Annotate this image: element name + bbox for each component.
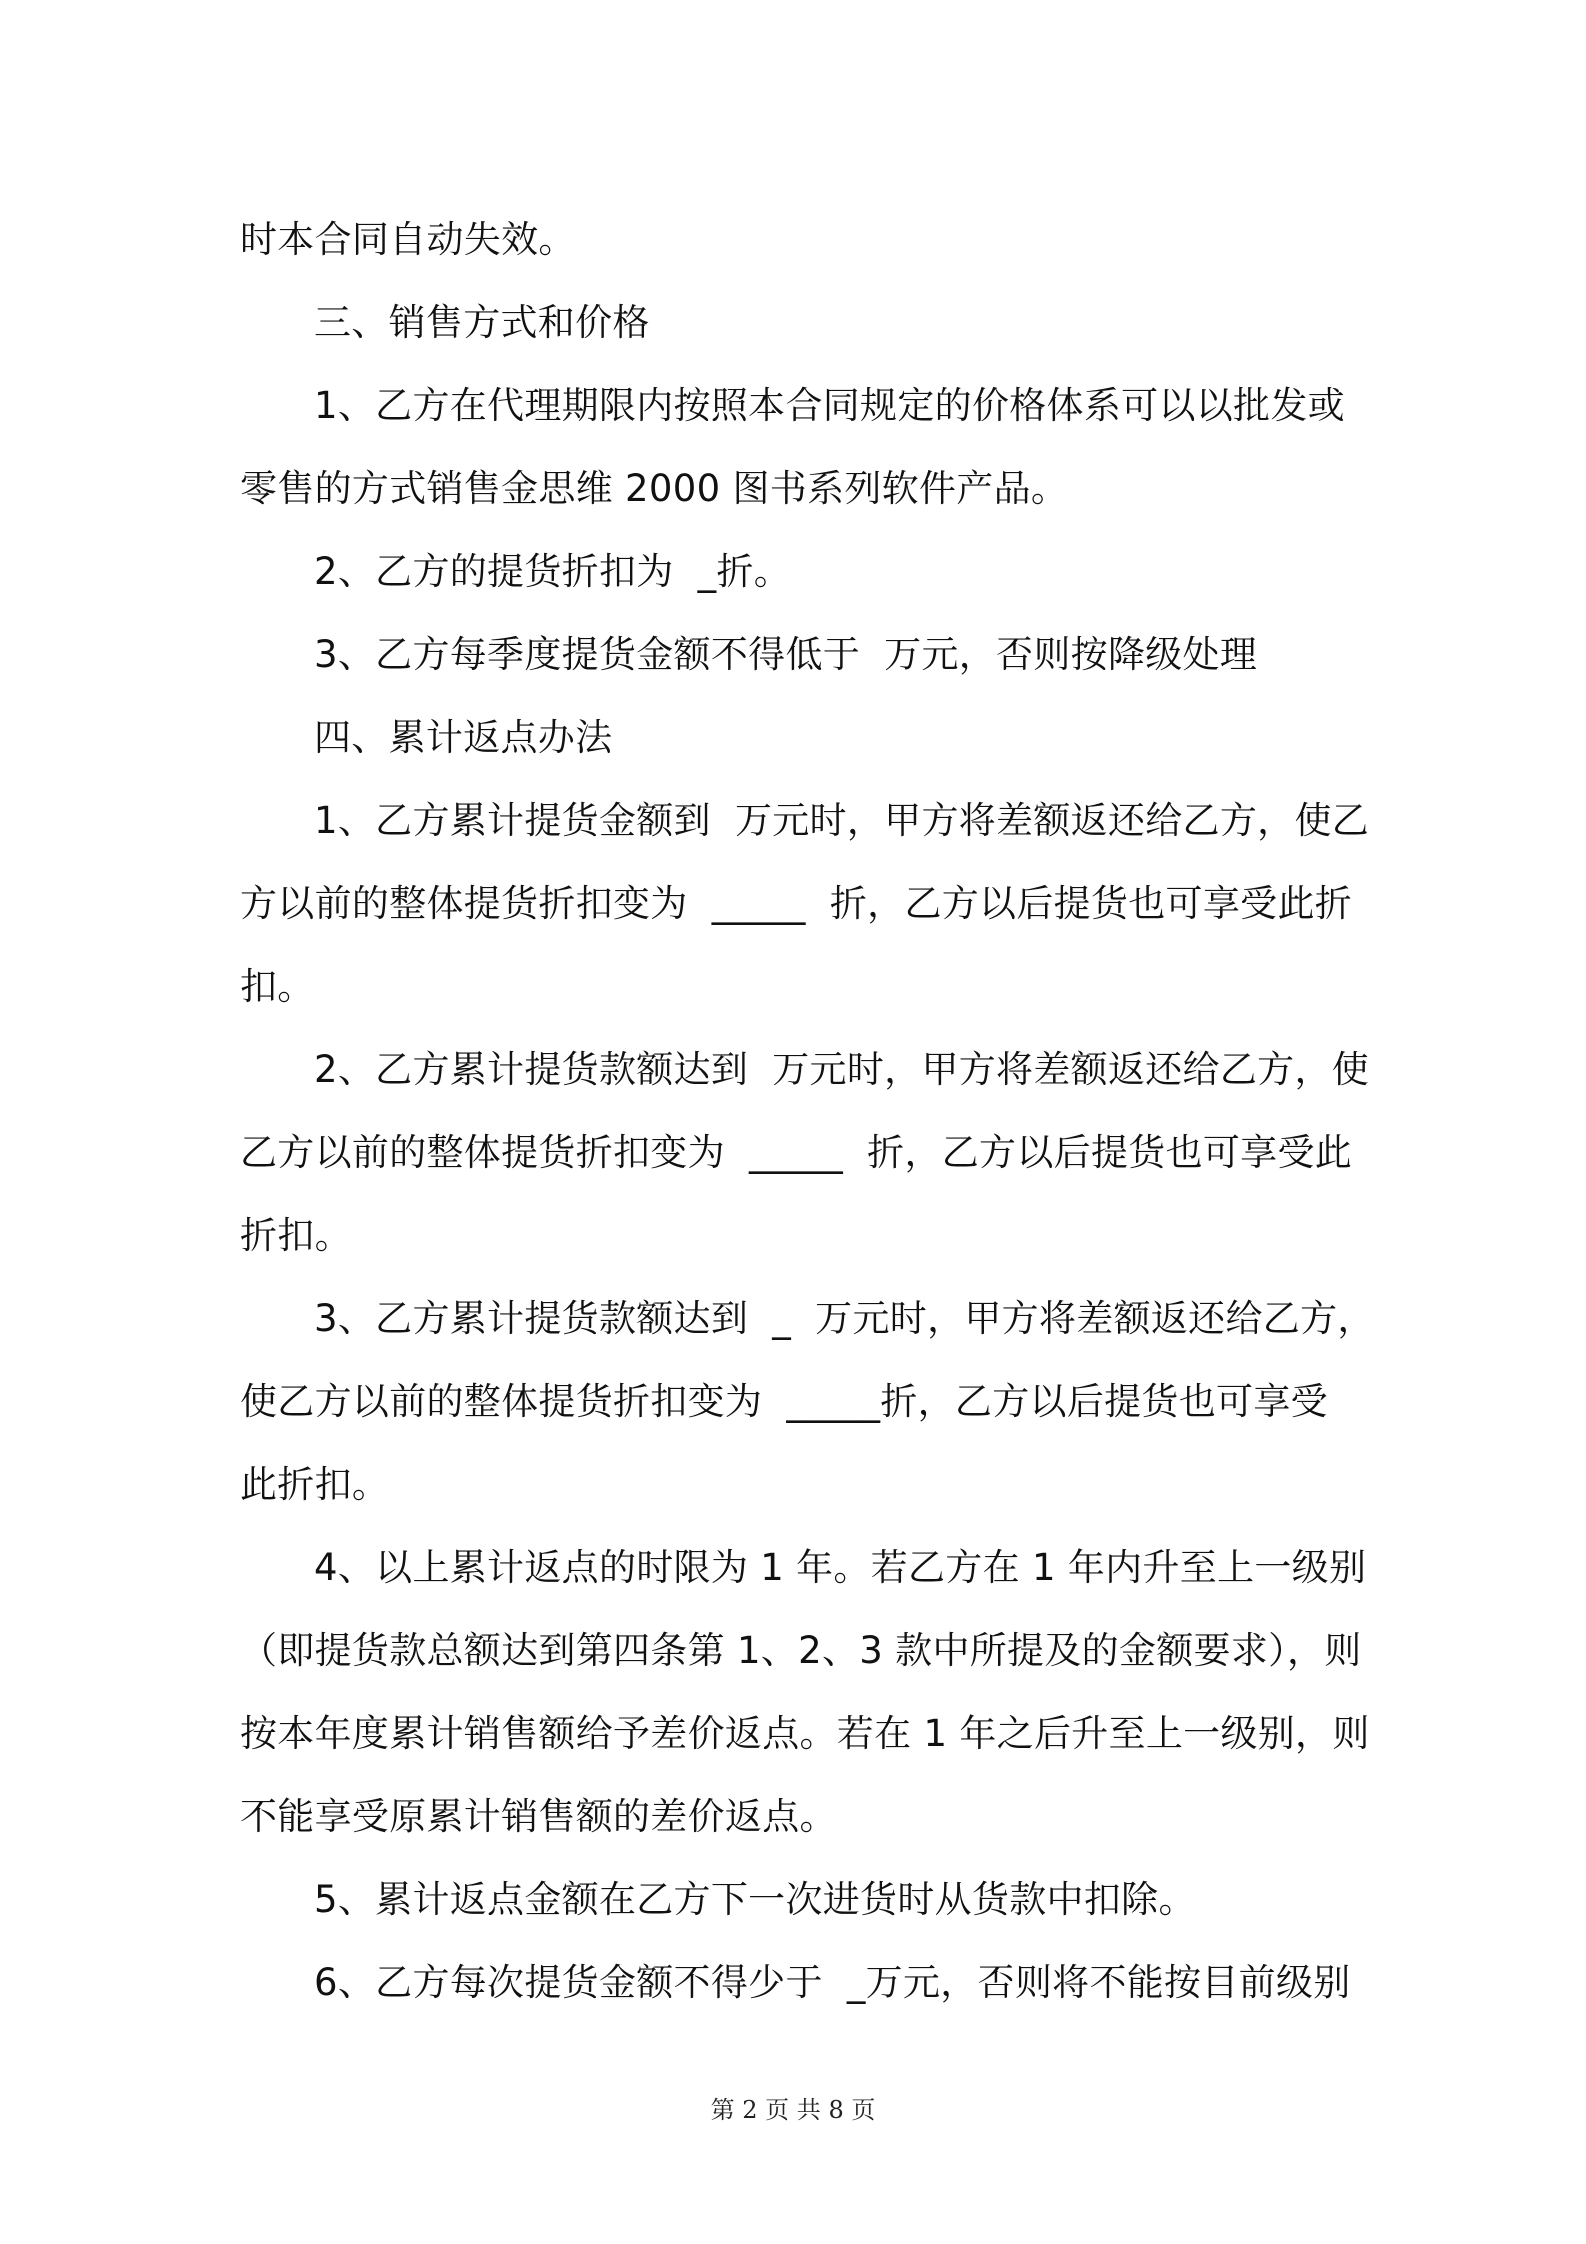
document-body (240, 198, 1375, 2024)
text-line: 5、累计返点金额在乙方下一次进货时从货款中扣除。 (314, 1878, 1196, 1921)
text-line: 2、乙方累计提货款额达到 万元时，甲方将差额返还给乙方，使 (314, 1048, 1370, 1091)
text-line: 折扣。 (240, 1214, 352, 1257)
text-line: 时本合同自动失效。 (240, 218, 576, 261)
text-line: 零售的方式销售金思维 2000 图书系列软件产品。 (240, 467, 1069, 510)
section-heading: 三、销售方式和价格 (314, 301, 650, 344)
text-line: 1、乙方累计提货金额到 万元时，甲方将差额返还给乙方，使乙 (314, 799, 1370, 842)
section-heading: 四、累计返点办法 (314, 716, 613, 759)
text-line: 4、以上累计返点的时限为 1 年。若乙方在 1 年内升至上一级别 (314, 1546, 1367, 1589)
text-line: 6、乙方每次提货金额不得少于 _万元，否则将不能按目前级别 (314, 1961, 1351, 2004)
text-line: 乙方以前的整体提货折扣变为 _____ 折，乙方以后提货也可享受此 (240, 1131, 1353, 1174)
page-number-footer: 第 2 页 共 8 页 (710, 2096, 876, 2124)
text-line: 1、乙方在代理期限内按照本合同规定的价格体系可以以批发或 (314, 384, 1345, 427)
text-line: 3、乙方每季度提货金额不得低于 万元，否则按降级处理 (314, 633, 1258, 676)
text-line: 方以前的整体提货折扣变为 _____ 折，乙方以后提货也可享受此折 (240, 882, 1353, 925)
text-line: 2、乙方的提货折扣为 _折。 (314, 550, 792, 593)
text-line: 3、乙方累计提货款额达到 _ 万元时，甲方将差额返还给乙方， (314, 1297, 1375, 1340)
text-line: （即提货款总额达到第四条第 1、2、3 款中所提及的金额要求），则 (240, 1629, 1362, 1672)
text-line: 扣。 (240, 965, 315, 1008)
text-line: 按本年度累计销售额给予差价返点。若在 1 年之后升至上一级别，则 (240, 1712, 1370, 1755)
text-line: 不能享受原累计销售额的差价返点。 (240, 1795, 837, 1838)
text-line: 此折扣。 (240, 1463, 390, 1506)
text-line: 使乙方以前的整体提货折扣变为 _____折，乙方以后提货也可享受 (240, 1380, 1328, 1423)
